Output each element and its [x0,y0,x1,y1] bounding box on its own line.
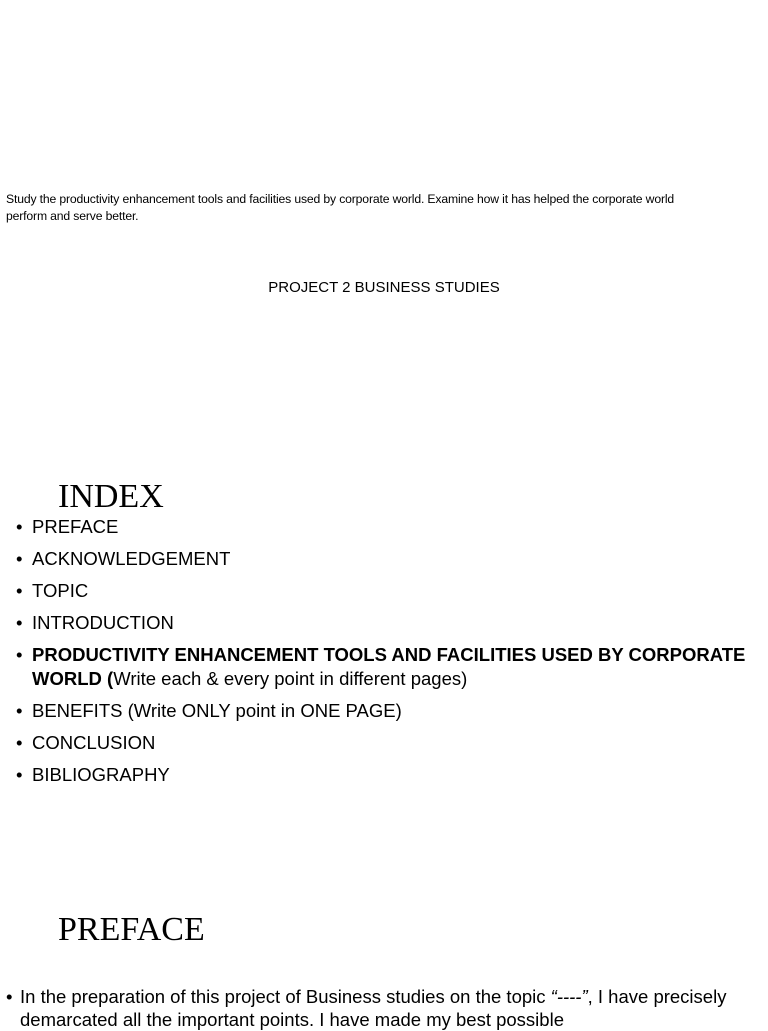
bullet-icon: • [16,732,23,753]
preface-text-end: , I have precisely demarcated all the important points. I have made my best possible [20,986,727,1030]
project-title: PROJECT 2 BUSINESS STUDIES [268,279,500,296]
index-item-conclusion [16,731,756,755]
project-topic-text [6,191,762,225]
index-item-note: Write each & every point in different pages) [113,668,468,689]
bullet-icon: • [16,516,23,537]
index-item-label: TOPIC [32,580,89,601]
bullet-icon: • [16,612,23,633]
index-slide [0,432,768,864]
preface-list [6,985,746,1031]
bullet-icon: • [16,580,23,601]
index-item-preface [16,515,756,539]
index-item-label: CONCLUSION [32,732,156,753]
index-list [16,515,756,795]
preface-text-start: In the preparation of this project of Business studies on the topic [20,986,551,1007]
index-item-introduction [16,611,756,635]
bullet-icon: • [16,644,23,665]
preface-slide [0,864,768,1030]
index-item-productivity-tools [16,643,756,691]
title-slide [0,0,768,432]
index-heading: INDEX [58,478,164,515]
index-item-label: INTRODUCTION [32,612,174,633]
preface-paragraph [6,985,746,1031]
index-item-label: BENEFITS (Write ONLY point in ONE PAGE) [32,700,402,721]
index-item-bold-label: PRODUCTIVITY ENHANCEMENT TOOLS AND FACILITIES USED BY CORPORATE WORLD ( [32,644,746,689]
bullet-icon: • [6,986,13,1007]
index-item-acknowledgement [16,547,756,571]
index-item-label: ACKNOWLEDGEMENT [32,548,231,569]
index-item-topic [16,579,756,603]
topic-line-2: perform and serve better. [6,209,139,223]
bullet-icon: • [16,764,23,785]
index-item-benefits [16,699,756,723]
topic-line-1: Study the productivity enhancement tools and facilities used by corporate world. Examine how it has helped the corporate world [6,192,675,206]
index-item-bibliography [16,763,756,787]
preface-topic-placeholder: “----” [550,986,588,1007]
bullet-icon: • [16,548,23,569]
bullet-icon: • [16,700,23,721]
preface-heading: PREFACE [58,911,205,948]
index-item-label: PREFACE [32,516,119,537]
index-item-label: BIBLIOGRAPHY [32,764,170,785]
